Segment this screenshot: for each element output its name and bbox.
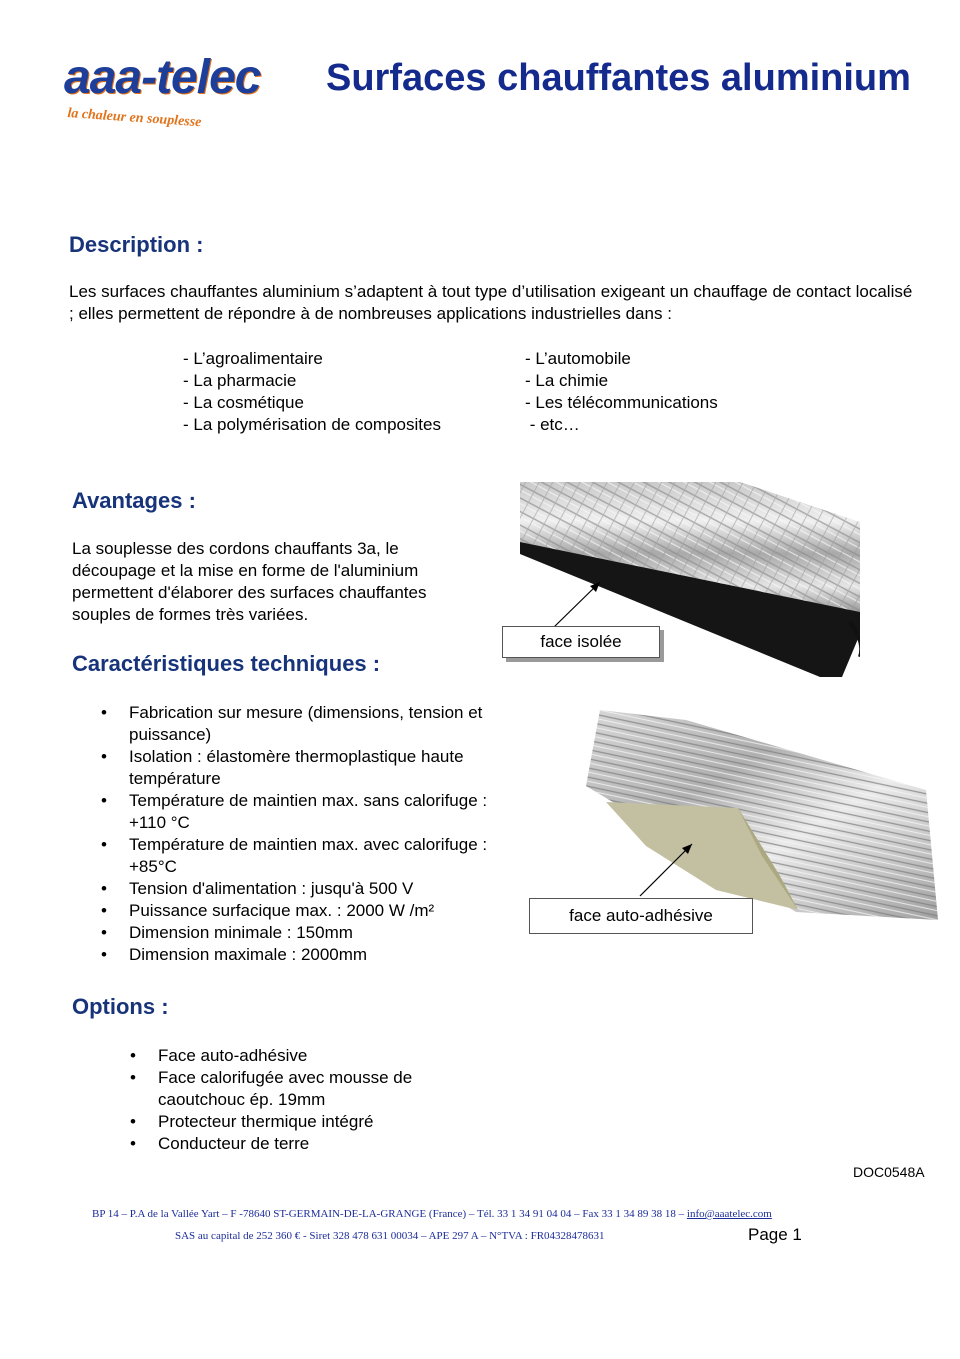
list-item: • Fabrication sur mesure (dimensions, tension et puissance): [101, 703, 483, 744]
bullet-icon: •: [101, 879, 107, 898]
avantages-text: La souplesse des cordons chauffants 3a, le découpage et la mise en forme de l'aluminium permettent d'élaborer des surfaces chauffantes souples de formes très variées.: [72, 539, 427, 624]
list-item: • Face calorifugée avec mousse de caoutchouc ép. 19mm: [130, 1068, 413, 1109]
list-item: • Isolation : élastomère thermoplastique haute température: [101, 747, 464, 788]
applications-list-right: [525, 348, 718, 436]
caracteristiques-list: [101, 702, 489, 966]
list-item: - La cosmétique: [183, 393, 304, 412]
list-item: - La chimie: [525, 371, 609, 390]
callout-face-isolee: face isolée: [502, 626, 660, 658]
footer-email-link[interactable]: info@aaatelec.com: [686, 1208, 772, 1220]
list-item: • Température de maintien max. avec calorifuge : +85°C: [101, 835, 488, 876]
bullet-icon: •: [130, 1112, 136, 1131]
list-item: - etc…: [525, 415, 580, 434]
list-item: - Les télécommunications: [525, 393, 718, 412]
caracteristiques-heading: Caractéristiques techniques :: [72, 651, 381, 676]
logo-brand: aaa-telec: [64, 51, 261, 104]
applications-list-left: [183, 348, 441, 436]
list-item: - L’automobile: [525, 349, 631, 368]
description-text: Les surfaces chauffantes aluminium s’adaptent à tout type d’utilisation exigeant un chauffage de contact localisé ; elles permettent de répondre à de nombreuses applications industrielles dans :: [69, 282, 913, 323]
bullet-icon: •: [101, 791, 107, 810]
company-logo: [64, 52, 274, 132]
list-item: - La polymérisation de composites: [183, 415, 441, 434]
list-item: • Puissance surfacique max. : 2000 W /m²: [101, 901, 435, 920]
bullet-icon: •: [101, 901, 107, 920]
list-item: • Protecteur thermique intégré: [130, 1112, 374, 1131]
avantages-heading: Avantages :: [72, 488, 196, 513]
footer-legal: SAS au capital de 252 360 € - Siret 328 478 631 00034 – APE 297 A – N°TVA : FR04328478631: [175, 1230, 605, 1242]
options-heading: Options :: [72, 994, 169, 1019]
page-title: Surfaces chauffantes aluminium: [326, 57, 911, 99]
bullet-icon: •: [130, 1046, 136, 1065]
bullet-icon: •: [130, 1068, 136, 1087]
bullet-icon: •: [101, 945, 107, 964]
list-item: - La pharmacie: [183, 371, 297, 390]
bullet-icon: •: [101, 747, 107, 766]
list-item: - L’agroalimentaire: [183, 349, 323, 368]
logo-tagline: la chaleur en souplesse: [66, 106, 202, 131]
list-item: • Tension d'alimentation : jusqu'à 500 V: [101, 879, 414, 898]
description-heading: Description :: [69, 232, 204, 257]
list-item: • Dimension minimale : 150mm: [101, 923, 353, 942]
bullet-icon: •: [101, 835, 107, 854]
list-item: • Température de maintien max. sans calorifuge : +110 °C: [101, 791, 488, 832]
list-item: • Conducteur de terre: [130, 1134, 310, 1153]
options-list: [130, 1045, 478, 1155]
list-item: • Face auto-adhésive: [130, 1046, 308, 1065]
footer-address-text: BP 14 – P.A de la Vallée Yart – F -78640 ST-GERMAIN-DE-LA-GRANGE (France) – Tél. 33 1 34 91 04 04 – Fax 33 1 34 89 38 18 –: [92, 1208, 687, 1220]
bullet-icon: •: [101, 923, 107, 942]
callout-face-auto-adhesive: face auto-adhésive: [529, 898, 753, 934]
footer-address: [92, 1208, 772, 1220]
bullet-icon: •: [130, 1134, 136, 1153]
document-reference: DOC0548A: [853, 1164, 925, 1180]
bullet-icon: •: [101, 703, 107, 722]
page-number: Page 1: [748, 1225, 802, 1244]
list-item: • Dimension maximale : 2000mm: [101, 945, 368, 964]
